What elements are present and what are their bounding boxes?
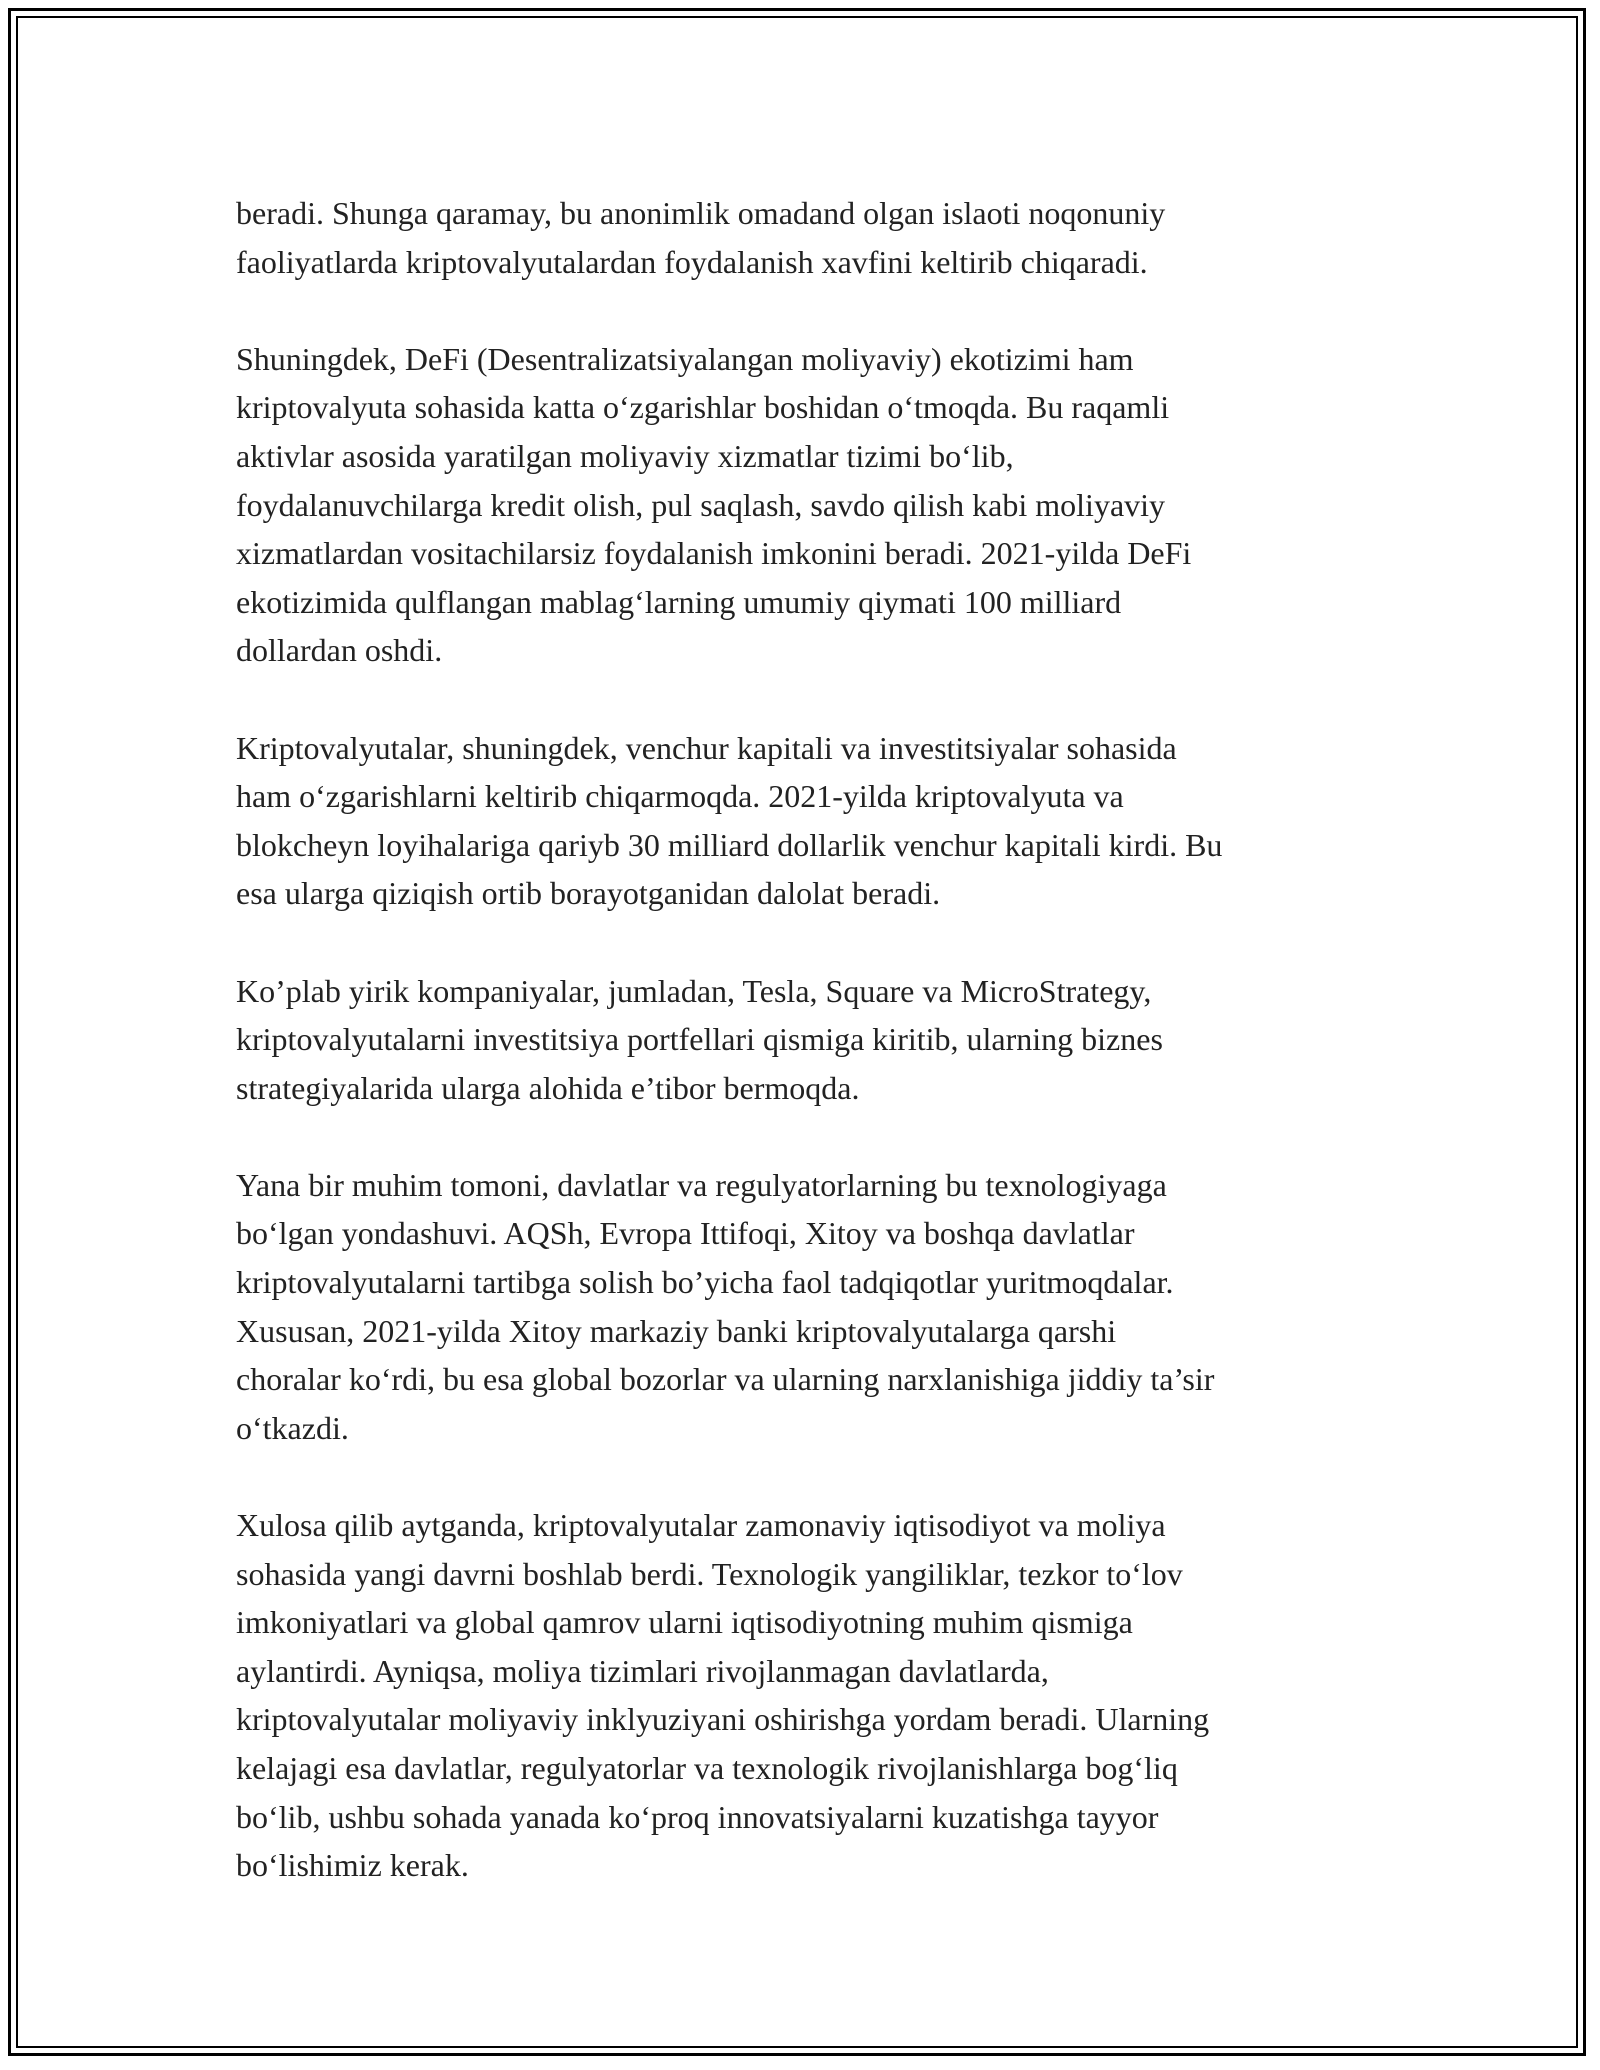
paragraph-4 [236, 967, 1376, 1113]
text-line: Yana bir muhim tomoni, davlatlar va regulyatorlarning bu texnologiyaga [236, 1166, 1167, 1203]
paragraph-1 [236, 189, 1376, 286]
text-line: blokcheyn loyihalariga qariyb 30 milliard dollarlik venchur kapitali kirdi. Bu [236, 826, 1223, 863]
text-line: sohasida yangi davrni boshlab berdi. Texnologik yangiliklar, tezkor to‘lov [236, 1555, 1183, 1592]
text-line: bo‘lib, ushbu sohada yanada ko‘proq innovatsiyalarni kuzatishga tayyor [236, 1798, 1159, 1835]
text-line: beradi. Shunga qaramay, bu anonimlik omadand olgan islaoti noqonuniy [236, 195, 1166, 231]
paragraph-6 [236, 1501, 1376, 1890]
text-line: ham o‘zgarishlarni keltirib chiqarmoqda. 2021-yilda kriptovalyuta va [236, 778, 1124, 815]
text-line: kriptovalyutalar moliyaviy inklyuziyani oshirishga yordam beradi. Ularning [236, 1701, 1210, 1738]
text-line: kriptovalyuta sohasida katta o‘zgarishlar boshidan o‘tmoqda. Bu raqamli [236, 389, 1170, 426]
text-line: choralar ko‘rdi, bu esa global bozorlar va ularning narxlanishiga jiddiy ta’sir [236, 1361, 1215, 1398]
text-line: kriptovalyutalarni investitsiya portfellari qismiga kiritib, ularning biznes [236, 1021, 1163, 1058]
text-line: faoliyatlarda kriptovalyutalardan foydalanish xavfini keltirib chiqaradi. [236, 243, 1148, 280]
text-line: o‘tkazdi. [236, 1409, 349, 1446]
text-line: imkoniyatlari va global qamrov ularni iqtisodiyotning muhim qismiga [236, 1604, 1133, 1641]
text-line: aktivlar asosida yaratilgan moliyaviy xizmatlar tizimi bo‘lib, [236, 437, 1014, 474]
text-line: xizmatlardan vositachilarsiz foydalanish imkonini beradi. 2021-yilda DeFi [236, 535, 1192, 572]
text-line: esa ularga qiziqish ortib borayotganidan dalolat beradi. [236, 875, 941, 912]
text-line: Shuningdek, DeFi (Desentralizatsiyalangan moliyaviy) ekotizimi ham [236, 340, 1134, 377]
text-line: bo‘lishimiz kerak. [236, 1847, 469, 1884]
text-line: Ko’plab yirik kompaniyalar, jumladan, Tesla, Square va MicroStrategy, [236, 972, 1152, 1009]
text-line: Xususan, 2021-yilda Xitoy markaziy banki kriptovalyutalarga qarshi [236, 1312, 1117, 1349]
document-body [236, 189, 1376, 1938]
paragraph-2 [236, 335, 1376, 675]
text-line: Kriptovalyutalar, shuningdek, venchur kapitali va investitsiyalar sohasida [236, 729, 1177, 766]
text-line: aylantirdi. Ayniqsa, moliya tizimlari rivojlanmagan davlatlarda, [236, 1652, 1049, 1689]
paragraph-3 [236, 724, 1376, 918]
text-line: bo‘lgan yondashuvi. AQSh, Evropa Ittifoqi, Xitoy va boshqa davlatlar [236, 1215, 1135, 1252]
text-line: ekotizimida qulflangan mablag‘larning umumiy qiymati 100 milliard [236, 583, 1122, 620]
text-line: strategiyalarida ularga alohida e’tibor bermoqda. [236, 1069, 860, 1106]
text-line: kelajagi esa davlatlar, regulyatorlar va texnologik rivojlanishlarga bog‘liq [236, 1750, 1178, 1786]
text-line: kriptovalyutalarni tartibga solish bo’yicha faol tadqiqotlar yuritmoqdalar. [236, 1264, 1174, 1301]
text-line: Xulosa qilib aytganda, kriptovalyutalar zamonaviy iqtisodiyot va moliya [236, 1507, 1166, 1544]
text-line: foydalanuvchilarga kredit olish, pul saqlash, savdo qilish kabi moliyaviy [236, 486, 1166, 523]
paragraph-5 [236, 1161, 1376, 1453]
text-line: dollardan oshdi. [236, 632, 443, 669]
